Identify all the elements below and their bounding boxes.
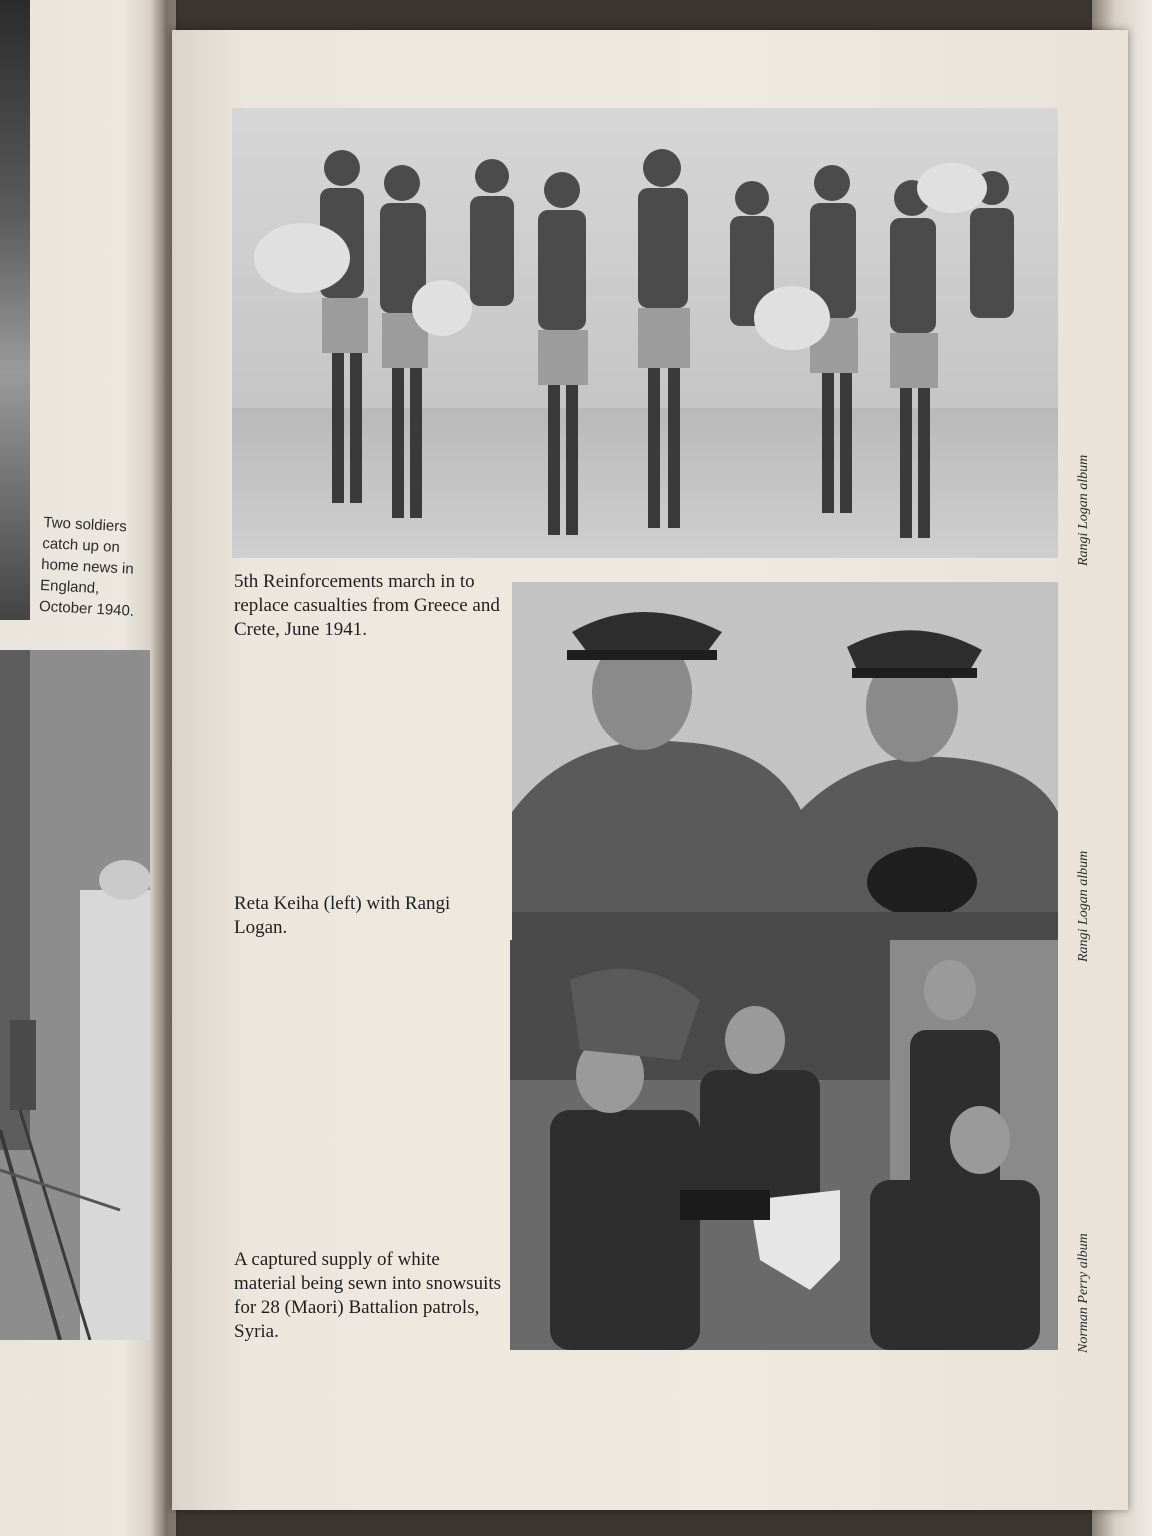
snowsuits-scene xyxy=(510,940,1058,1350)
photo-keiha-logan xyxy=(512,582,1058,957)
photo-snowsuits xyxy=(510,940,1058,1350)
left-page-photo-top xyxy=(0,0,30,620)
left-page-caption: Two soldiers catch up on home news in England, October 1940. xyxy=(38,513,135,620)
caption-snowsuits: A captured supply of white material being sewn into snowsuits for 28 (Maori) Battalion patrols, Syria. xyxy=(234,1249,502,1342)
keiha-logan-scene xyxy=(512,582,1058,957)
caption-keiha-logan: Reta Keiha (left) with Rangi Logan. xyxy=(234,893,451,938)
reinforcements-scene xyxy=(232,108,1058,558)
photo-reinforcements xyxy=(232,108,1058,558)
left-photo-scene xyxy=(0,650,150,1340)
credit-snowsuits: Norman Perry album xyxy=(1076,1233,1091,1353)
caption-reinforcements: 5th Reinforcements march in to replace casualties from Greece and Crete, June 1941. xyxy=(234,571,500,640)
credit-reinforcements: Rangi Logan album xyxy=(1076,454,1091,566)
right-page xyxy=(172,30,1128,1510)
credit-keiha-logan: Rangi Logan album xyxy=(1076,850,1091,962)
left-page-photo-bottom xyxy=(0,650,150,1340)
